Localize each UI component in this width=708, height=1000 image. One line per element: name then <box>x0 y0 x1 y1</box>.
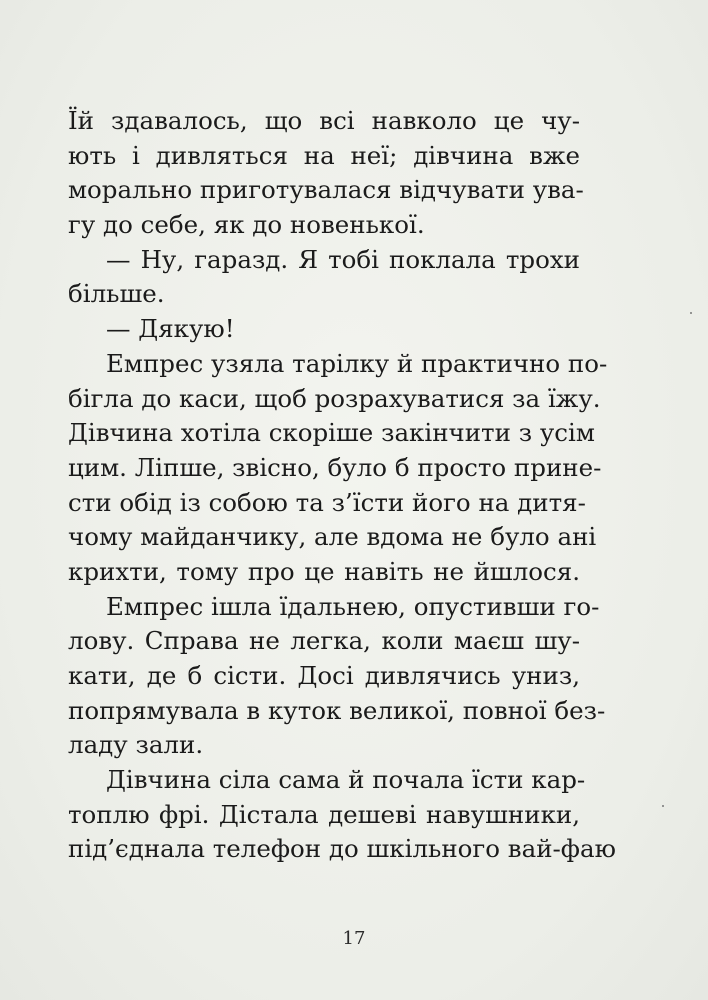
text-line: Емпрес ішла їдальнею, опустивши го- <box>106 591 600 621</box>
text-line: топлю фрі. Дістала дешеві навушники, <box>68 799 580 829</box>
text-line: Дівчина хотіла скоріше закінчити з усім <box>68 418 595 448</box>
text-line: під’єднала телефон до шкільного вай-фаю <box>68 834 616 864</box>
text-line: морально приготувалася відчувати ува- <box>68 175 584 205</box>
text-line: — Ну, гаразд. Я тобі поклала трохи <box>106 244 580 274</box>
text-line: ладу зали. <box>68 730 204 760</box>
text-line: сти обід із собою та з’їсти його на дитя- <box>68 487 586 517</box>
text-line: ють і дивляться на неї; дівчина вже <box>68 140 580 170</box>
paper-speck <box>662 805 664 807</box>
text-line: більше. <box>68 279 165 309</box>
text-line: Дівчина сіла сама й почала їсти кар- <box>106 765 586 795</box>
text-line: Їй здавалось, що всі навколо це чу- <box>68 106 580 135</box>
text-line: крихти, тому про це навіть не йшлося. <box>68 556 580 586</box>
text-line: цим. Ліпше, звісно, було б просто прине- <box>68 452 602 482</box>
text-line: — Дякую! <box>106 314 235 344</box>
page-number: 17 <box>342 928 366 949</box>
text-line: лову. Справа не легка, коли маєш шу- <box>68 626 580 656</box>
paper-speck <box>690 312 692 314</box>
text-line: бігла до каси, щоб розрахуватися за їжу. <box>68 383 601 413</box>
text-line: гу до себе, як до новенької. <box>68 210 425 240</box>
body-text <box>68 104 616 867</box>
text-line: чому майданчику, але вдома не було ані <box>68 522 597 552</box>
text-line: Емпрес узяла тарілку й практично по- <box>106 348 608 378</box>
text-line: кати, де б сісти. Досі дивлячись униз, <box>68 661 580 690</box>
text-line: попрямувала в куток великої, повної без- <box>68 695 606 725</box>
